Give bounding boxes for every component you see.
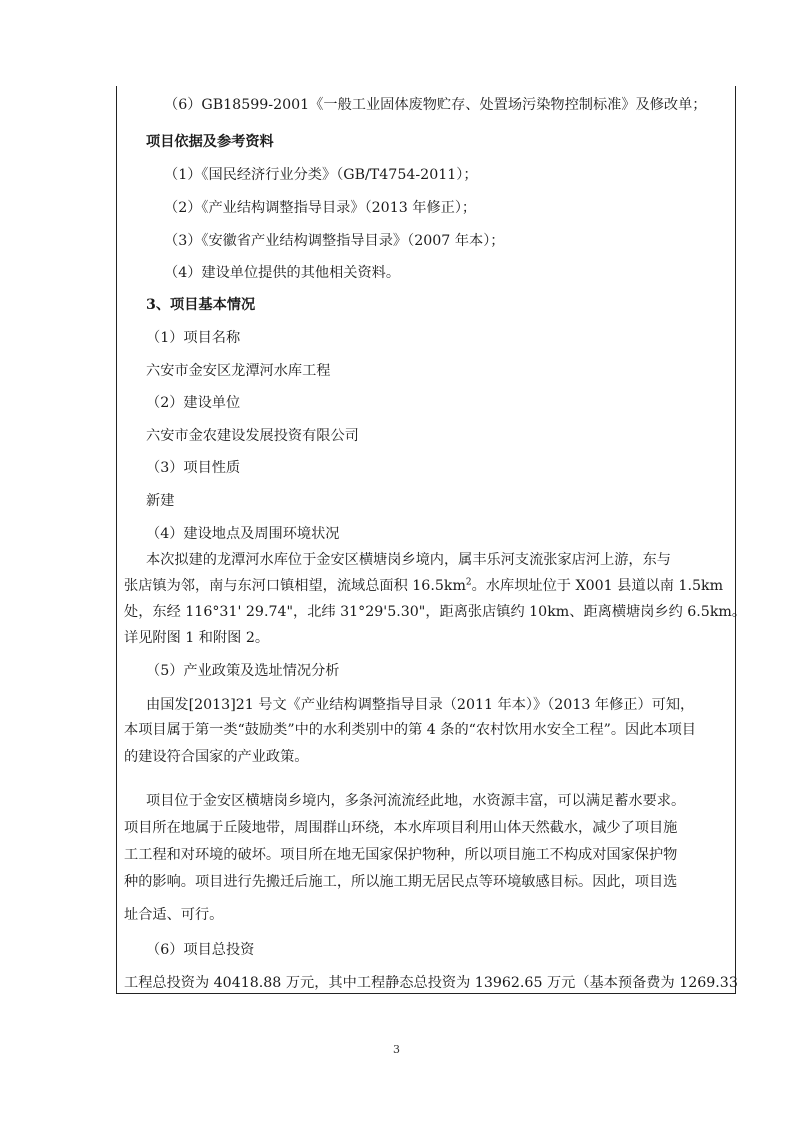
project-nature-value: 新建 <box>146 493 175 509</box>
site-paragraph-line-5: 址合适、可行。 <box>124 907 224 923</box>
project-name-value: 六安市金安区龙潭河水库工程 <box>146 363 331 379</box>
location-paragraph-line-3: 处，东经 116°31' 29.74"，北纬 31°29'5.30"，距离张店镇约 10km、距离横塘岗乡约 6.5km。 <box>124 604 747 620</box>
section-heading-basic-info: 3、项目基本情况 <box>146 297 256 313</box>
reference-item-4: （4）建设单位提供的其他相关资料。 <box>164 265 401 281</box>
reference-item-2: （2）《产业结构调整指导目录》（2013 年修正）； <box>164 200 477 216</box>
subheading-policy: （5）产业政策及选址情况分析 <box>146 663 340 679</box>
subheading-investment: （6）项目总投资 <box>146 942 255 958</box>
location-paragraph-line-1: 本次拟建的龙潭河水库位于金安区横塘岗乡境内，属丰乐河支流张家店河上游，东与 <box>146 552 671 568</box>
location-paragraph-line-4: 详见附图 1 和附图 2。 <box>124 630 270 646</box>
site-paragraph-line-2: 项目所在地属于丘陵地带，周围群山环绕，本水库项目利用山体天然截水，减少了项目施 <box>124 820 678 836</box>
section-heading-references: 项目依据及参考资料 <box>146 134 274 150</box>
policy-paragraph-line-1: 由国发[2013]21 号文《产业结构调整指导目录（2011 年本）》（2013 年修正）可知， <box>146 697 695 713</box>
subheading-project-name: （1）项目名称 <box>146 330 241 346</box>
subheading-location: （4）建设地点及周围环境状况 <box>146 526 340 542</box>
policy-paragraph-line-2: 本项目属于第一类“鼓励类”中的水利类别中的第 4 条的“农村饮用水安全工程”。因此本项目 <box>124 722 696 738</box>
site-paragraph-line-4: 种的影响。项目进行先搬迁后施工，所以施工期无居民点等环境敏感目标。因此，项目选 <box>124 874 678 890</box>
location-paragraph-line-2: 张店镇为邻，南与东河口镇相望，流域总面积 $16.5km^2$。水库坝址位于 X001 县道以南 1.5km <box>124 577 724 594</box>
page-number: 3 <box>393 1043 400 1056</box>
site-paragraph-line-1: 项目位于金安区横塘岗乡境内，多条河流流经此地，水资源丰富，可以满足蓄水要求。 <box>146 793 686 809</box>
builder-value: 六安市金农建设发展投资有限公司 <box>146 428 359 444</box>
subheading-builder: （2）建设单位 <box>146 395 241 411</box>
investment-paragraph-line-1: 工程总投资为 40418.88 万元，其中工程静态总投资为 13962.65 万元（基本预备费为 1269.33 <box>124 975 738 991</box>
reference-item-3: （3）《安徽省产业结构调整指导目录》（2007 年本）； <box>164 233 505 249</box>
subheading-project-nature: （3）项目性质 <box>146 460 241 476</box>
reference-item-1: （1）《国民经济行业分类》（GB/T4754-2011）； <box>164 167 478 183</box>
site-paragraph-line-3: 工工程和对环境的破坏。项目所在地无国家保护物种，所以项目施工不构成对国家保护物 <box>124 847 678 863</box>
reference-item-6: （6）GB18599-2001《一般工业固体废物贮存、处置场污染物控制标准》及修改单； <box>164 97 707 113</box>
policy-paragraph-line-3: 的建设符合国家的产业政策。 <box>124 749 309 765</box>
